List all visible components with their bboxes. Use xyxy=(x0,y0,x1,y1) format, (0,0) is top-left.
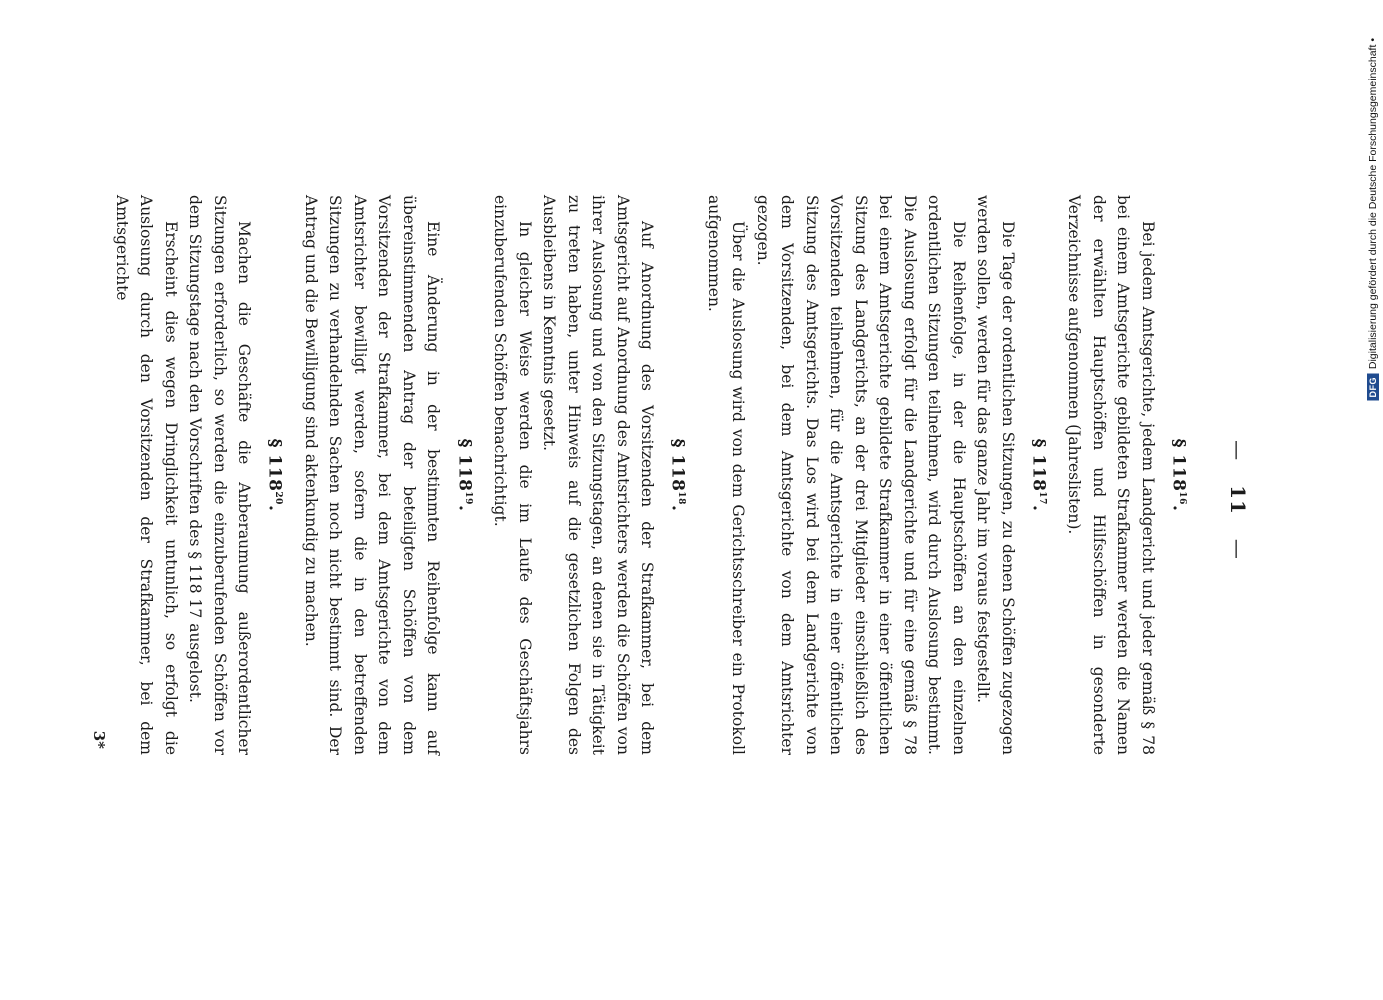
section-heading: § $118^{19}$. xyxy=(453,438,474,512)
section-paragraph: Die Tage der ordentlichen Sitzungen, zu denen Schöffen zugezogen werden sollen, werden für das ganze Jahr im voraus festgestellt. xyxy=(974,195,1017,755)
credit-text: Digitalisierung gefördert durch die Deutsche Forschungsgemeinschaft • xyxy=(1367,38,1379,370)
section-heading: § $118^{20}$. xyxy=(264,438,285,512)
page-number: 11 xyxy=(1226,485,1250,515)
header-dash-right: — xyxy=(1226,538,1250,560)
section-heading: § $118^{17}$. xyxy=(1028,438,1049,512)
section-paragraph: Machen die Geschäfte die Anberaumung außerordentlicher Sitzungen erforderlich, so werden die einzuberufenden Schöffen vor dem Sitzungstage nach den Vorschriften des § 118 17 ausgelost. xyxy=(186,195,254,755)
signature-mark: 3* xyxy=(90,730,109,749)
section-paragraph: In gleicher Weise werden die im Laufe des Geschäftsjahrs einzuberufenden Schöffen benachrichtigt. xyxy=(491,195,534,755)
dfg-logo-icon: DFG xyxy=(1367,374,1379,401)
section-paragraph: Eine Änderung in der bestimmten Reihenfolge kann auf übereinstimmenden Antrag der beteiligten Schöffen von dem Vorsitzenden der Strafkammer, bei dem Amtsgerichte von dem Amtsrichter bewilligt werden, sofern die in den betreffenden Sitzungen zu verhandelnden Sachen noch nicht bestimmt sind. Der Antrag und die Bewilligung sind aktenkundig zu machen. xyxy=(301,195,443,755)
page-content xyxy=(87,195,1202,755)
section-paragraph: Bei jedem Amtsgerichte, jedem Landgericht und jeder gemäß § 78 bei einem Amtsgerichte gebildeten Strafkammer werden die Namen der erwählten Hauptschöffen und Hilfsschöffen in gesonderte Verzeichnisse aufgenommen (Jahreslisten). xyxy=(1065,195,1157,755)
rotated-page-body xyxy=(90,15,1250,985)
page-header xyxy=(1224,15,1250,985)
digitization-credit xyxy=(1365,8,1381,400)
section-paragraph: Die Reihenfolge, in der die Hauptschöffen an den einzelnen ordentlichen Sitzungen teilnehmen, wird durch Auslosung bestimmt. Die Auslosung erfolgt für die Landgerichte und für eine gemäß § 78 bei einem Amtsgerichte gebildete Strafkammer in einer öffentlichen Sitzung des Landgerichts, an der drei Mitglieder einschließlich des Vorsitzenden teilnehmen, für die Amtsgerichte in einer öffentlichen Sitzung des Amtsgerichts. Das Los wird bei dem Landgerichte von dem Vorsitzenden, bei dem Amtsgerichte von dem Amtsrichter gezogen. xyxy=(753,195,968,755)
section-heading: § $118^{18}$. xyxy=(667,438,688,512)
header-dash-left: — xyxy=(1226,440,1250,462)
section-heading: § $118^{16}$. xyxy=(1168,438,1189,512)
section-paragraph: Über die Auslosung wird von dem Gerichtsschreiber ein Protokoll aufgenommen. xyxy=(704,195,748,755)
section-paragraph: Erscheint dies wegen Dringlichkeit untunlich, so erfolgt die Auslosung durch den Vorsitzenden der Strafkammer, bei dem Amtsgerichte xyxy=(112,195,180,755)
section-paragraph: Auf Anordnung des Vorsitzenden der Strafkammer, bei dem Amtsgericht auf Anordnung des Amtsrichters werden die Schöffen von ihrer Auslosung und von den Sitzungstagen, an denen sie in Tätigkeit zu treten haben, unter Hinweis auf die gesetzlichen Folgen des Ausbleibens in Kenntnis gesetzt. xyxy=(540,195,657,755)
